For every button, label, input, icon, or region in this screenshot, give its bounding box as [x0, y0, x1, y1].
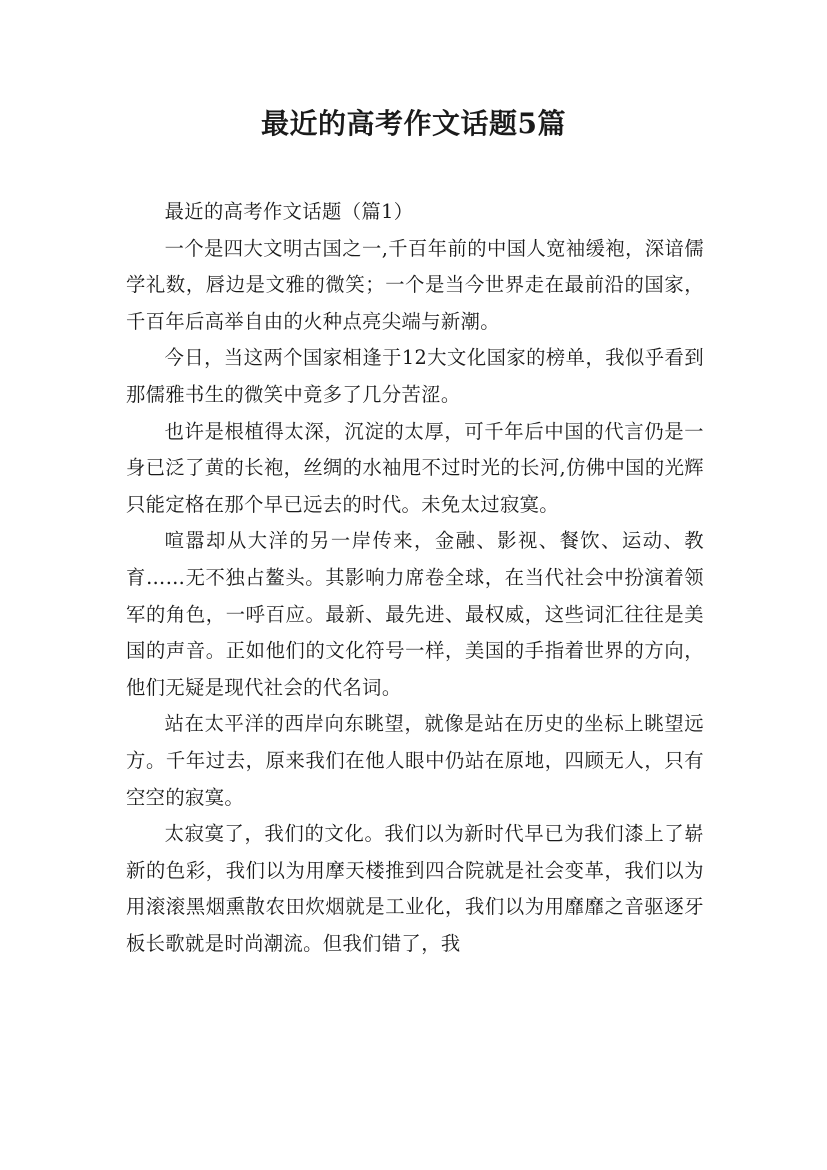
paragraph: 一个是四大文明古国之一,千百年前的中国人宽袖缓袍，深谙儒学礼数，唇边是文雅的微笑；一个是当今世界走在最前沿的国家，千百年后高举自由的火种点亮尖端与新潮。	[126, 236, 704, 333]
paragraph: 站在太平洋的西岸向东眺望，就像是站在历史的坐标上眺望远方。千年过去，原来我们在他人眼中仍站在原地，四顾无人，只有空空的寂寞。	[126, 712, 704, 809]
paragraph: 今日，当这两个国家相逢于12大文化国家的榜单，我似乎看到那儒雅书生的微笑中竟多了几分苦涩。	[126, 346, 704, 406]
paragraph: 太寂寞了，我们的文化。我们以为新时代早已为我们漆上了崭新的色彩，我们以为用摩天楼推到四合院就是社会变革，我们以为用滚滚黑烟熏散农田炊烟就是工业化，我们以为用靡靡之音驱逐牙板长歌就是时尚潮流。但我们错了，我	[126, 822, 704, 955]
document-title: 最近的高考作文话题5篇	[261, 107, 566, 140]
paragraph: 喧嚣却从大洋的另一岸传来，金融、影视、餐饮、运动、教育……无不独占鳌头。其影响力席卷全球，在当代社会中扮演着领军的角色，一呼百应。最新、最先进、最权威，这些词汇往往是美国的声音。正如他们的文化符号一样，美国的手指着世界的方向，他们无疑是现代社会的代名词。	[126, 529, 704, 699]
section-heading: 最近的高考作文话题（篇1）	[164, 200, 414, 223]
document-body	[126, 194, 704, 962]
paragraph: 也许是根植得太深，沉淀的太厚，可千年后中国的代言仍是一身已泛了黄的长袍，丝绸的水袖甩不过时光的长河,仿佛中国的光辉只能定格在那个早已远去的时代。未免太过寂寞。	[126, 419, 704, 516]
